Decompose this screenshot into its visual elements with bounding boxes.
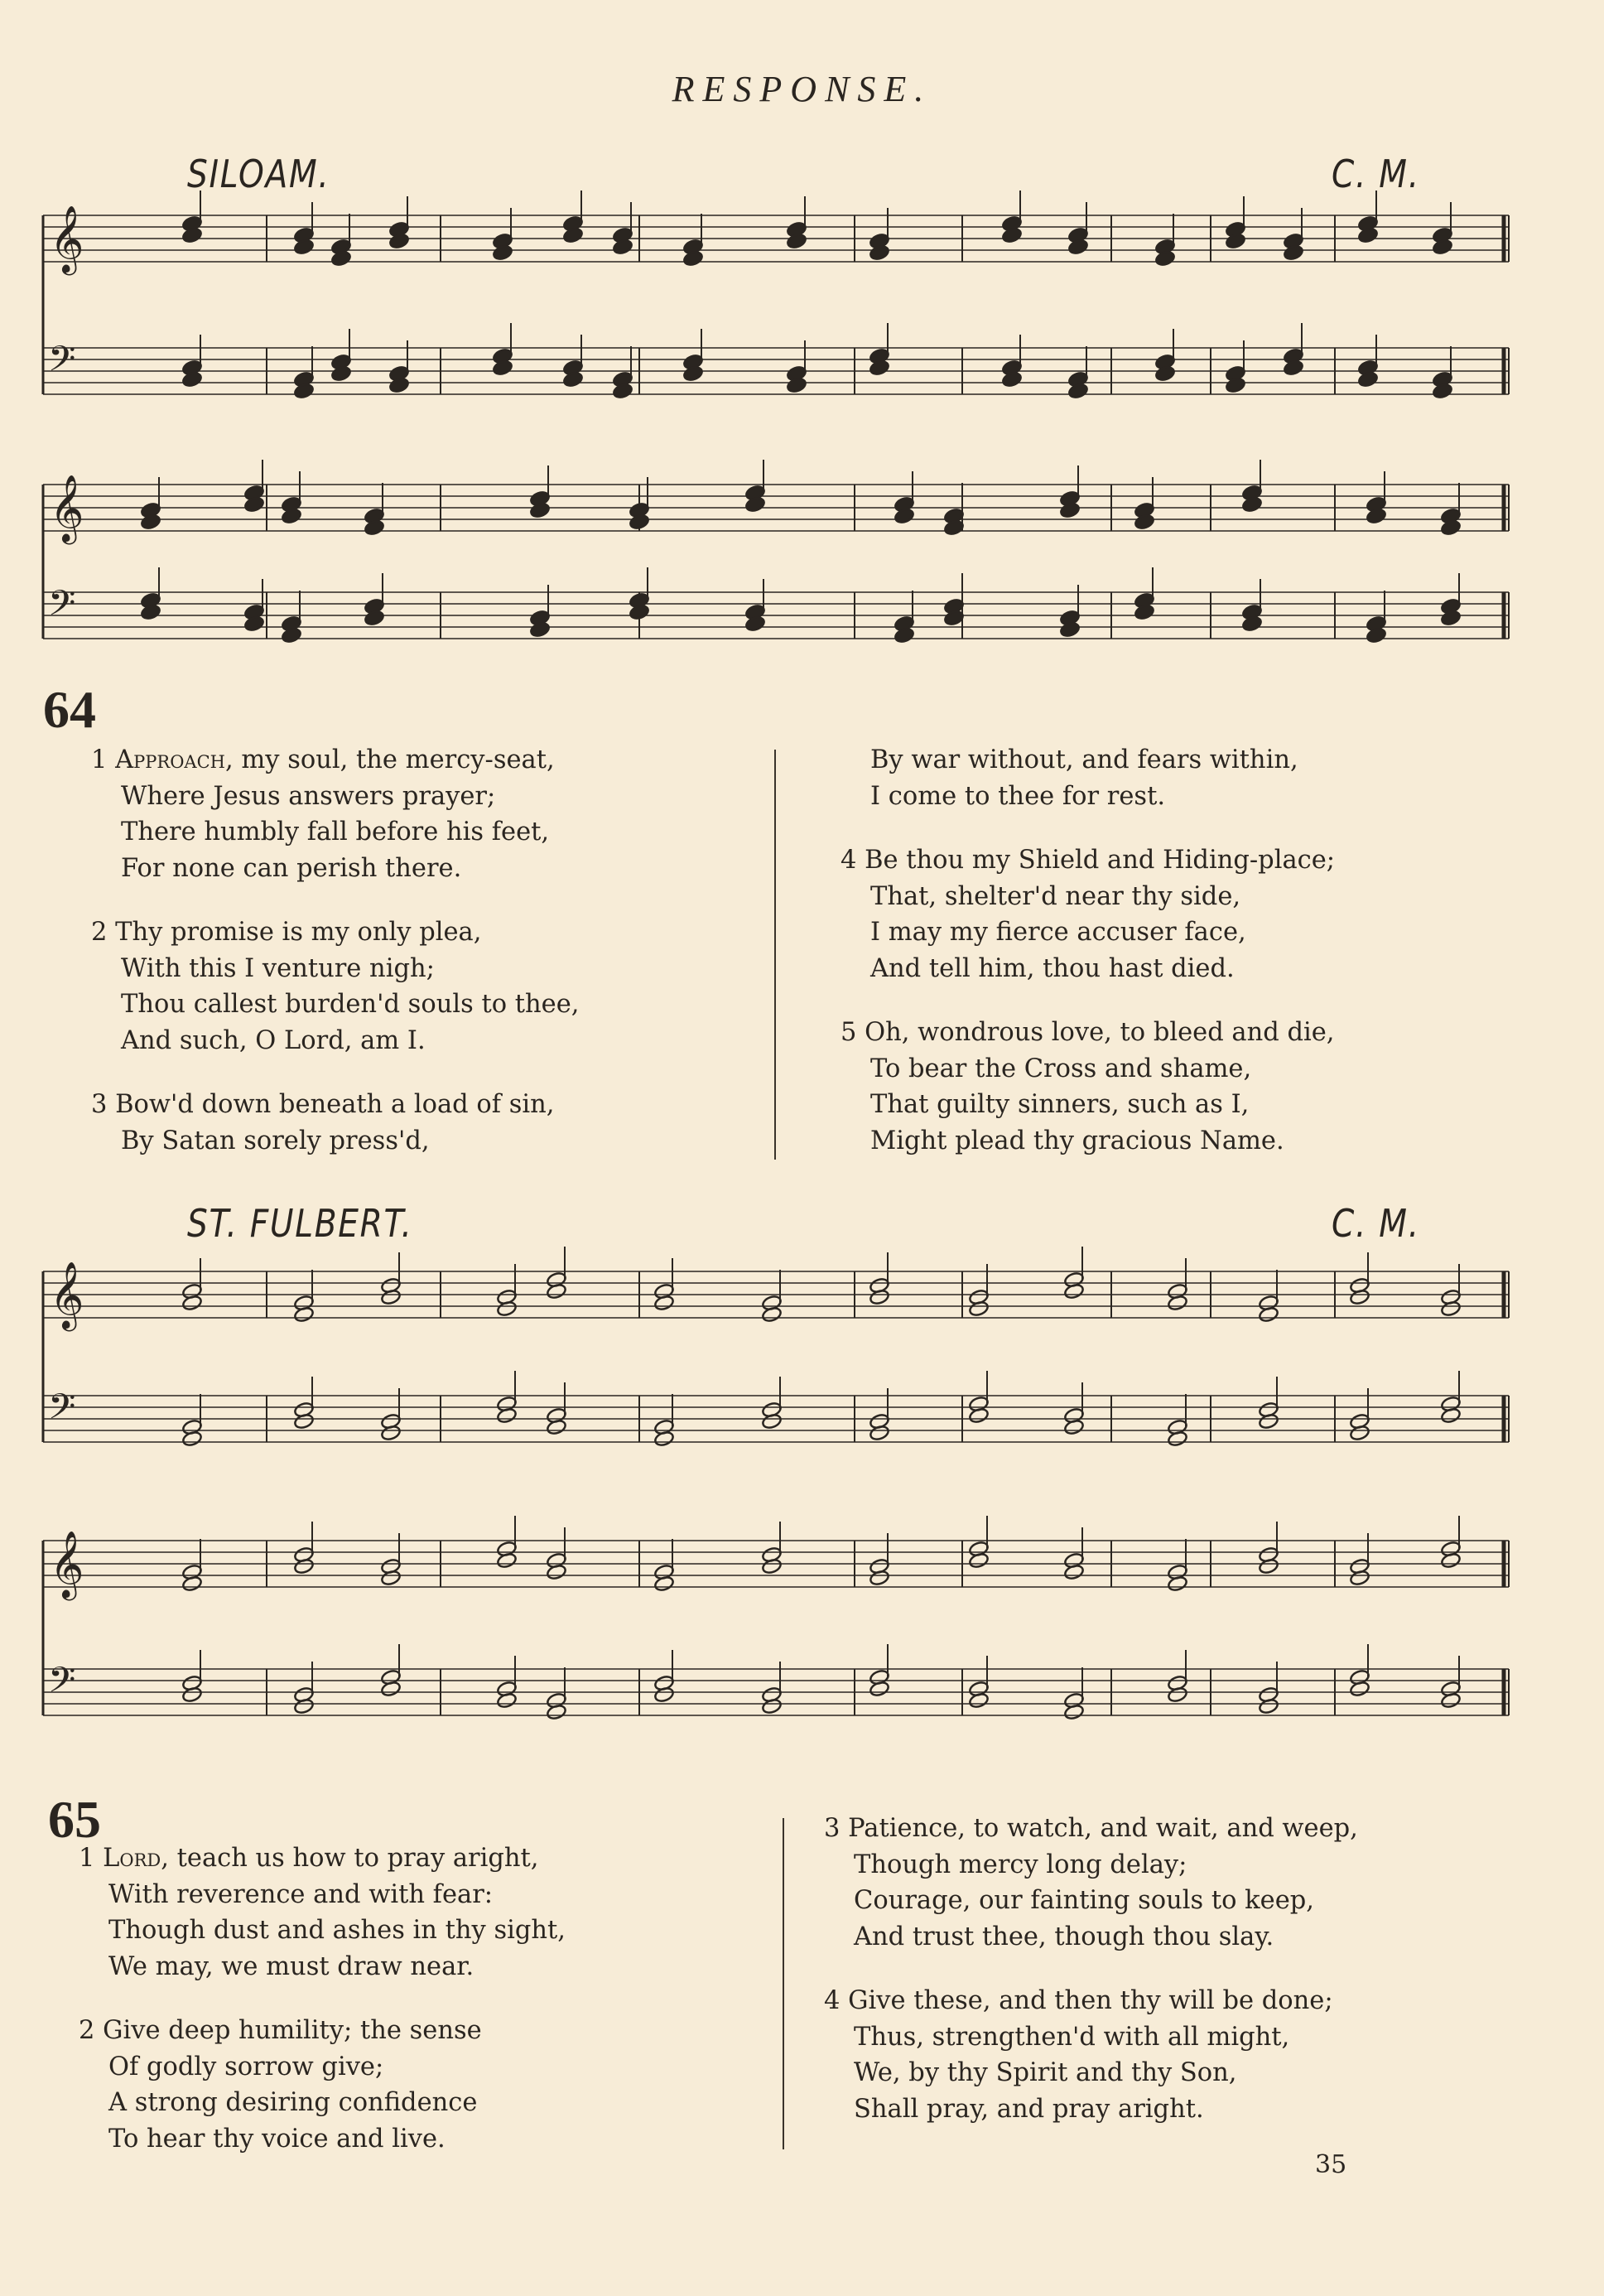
svg-text:𝄢: 𝄢	[48, 1387, 76, 1436]
stanza-text: Thus, strengthen'd with all might,	[854, 2022, 1290, 2052]
stanza-line	[91, 779, 579, 815]
stanza-number: 1	[79, 1844, 104, 1873]
hymn-number-65: 65	[48, 1790, 101, 1849]
stanza-text: With this I venture nigh;	[121, 953, 435, 983]
stanza-line	[79, 1913, 566, 1949]
stanza-line	[91, 1023, 579, 1059]
stanza-text: Be thou my Shield and Hiding-place;	[865, 846, 1336, 875]
stanza-text: And such, O Lord, am I.	[121, 1025, 426, 1055]
stanza-line	[841, 1123, 1335, 1160]
stanza-text: Of godly sorrow give;	[108, 2052, 384, 2081]
stanza-line	[91, 742, 579, 779]
music-system-st-fulbert-2	[43, 1507, 1517, 1781]
page-header: RESPONSE.	[672, 69, 932, 109]
stanza-line	[841, 842, 1335, 879]
stanza-line	[824, 1883, 1358, 1919]
stanza-text: By Satan sorely press'd,	[121, 1126, 430, 1155]
stanza-text: Courage, our fainting souls to keep,	[854, 1886, 1314, 1915]
stanza-line	[79, 2085, 566, 2121]
stanza-line	[79, 1840, 566, 1877]
stanza-text: We, by thy Spirit and thy Son,	[854, 2058, 1237, 2087]
stanza-line	[841, 879, 1335, 915]
stanza-text: I come to thee for rest.	[870, 781, 1166, 811]
stanza-line	[91, 986, 579, 1023]
music-system-st-fulbert-1	[43, 1255, 1517, 1478]
hymn-65-left-column	[79, 1840, 566, 2185]
stanza-number: 3	[824, 1814, 849, 1843]
stanza	[91, 742, 579, 886]
stanza-text: And trust thee, though thou slay.	[854, 1922, 1274, 1951]
stanza-text: That, shelter'd near thy side,	[870, 881, 1241, 911]
stanza-text: I may my fierce accuser face,	[870, 918, 1246, 947]
svg-text:𝄢: 𝄢	[48, 339, 76, 388]
stanza-text: There humbly fall before his feet,	[121, 818, 550, 847]
svg-text:𝄞: 𝄞	[50, 205, 84, 273]
stanza-text: Bow'd down beneath a load of sin,	[115, 1090, 555, 1119]
stanza-number: 4	[824, 1986, 849, 2015]
stanza-number: 4	[841, 846, 865, 875]
tune-name-siloam: SILOAM.	[187, 152, 330, 196]
stanza-line	[841, 779, 1335, 815]
stanza-text: To hear thy voice and live.	[108, 2124, 446, 2154]
column-divider	[783, 1818, 784, 2149]
stanza-line	[824, 1919, 1358, 1956]
stanza-line	[79, 1949, 566, 1985]
stanza-line	[824, 2019, 1358, 2056]
stanza-text: By war without, and fears within,	[870, 745, 1298, 774]
stanza-line	[841, 1051, 1335, 1088]
stanza-line	[79, 2121, 566, 2158]
stanza-text: my soul, the mercy-seat,	[233, 745, 555, 774]
stanza-lead-word: Approach,	[115, 745, 234, 774]
stanza-text: Oh, wondrous love, to bleed and die,	[865, 1018, 1335, 1047]
stanza-line	[79, 2049, 566, 2086]
stanza-line	[824, 2091, 1358, 2128]
tune-meter-st-fulbert: C. M.	[1332, 1201, 1420, 1246]
music-system-siloam-1	[43, 203, 1517, 451]
stanza-line	[91, 1123, 579, 1160]
stanza-text: That guilty sinners, such as I,	[870, 1090, 1250, 1119]
hymn-64-left-column	[91, 742, 579, 1187]
stanza-text: Thou callest burden'd souls to thee,	[121, 990, 580, 1019]
stanza-line	[824, 2055, 1358, 2091]
stanza	[841, 842, 1335, 986]
stanza-text: Patience, to watch, and wait, and weep,	[848, 1814, 1358, 1843]
stanza-text: Shall pray, and pray aright.	[854, 2094, 1204, 2124]
tune-name-st-fulbert: ST. FULBERT.	[187, 1201, 413, 1246]
stanza-line	[841, 742, 1335, 779]
stanza-text: With reverence and with fear:	[108, 1879, 494, 1909]
stanza-line	[841, 1087, 1335, 1123]
stanza-number: 2	[91, 918, 116, 947]
stanza-line	[91, 814, 579, 851]
stanza-text: For none can perish there.	[121, 853, 462, 883]
hymn-64-right-column	[841, 742, 1335, 1187]
stanza-text: And tell him, thou hast died.	[870, 953, 1235, 983]
svg-text:𝄞: 𝄞	[50, 1530, 84, 1598]
svg-text:𝄢: 𝄢	[48, 1660, 76, 1710]
stanza-line	[91, 914, 579, 951]
stanza-line	[91, 1087, 579, 1123]
stanza	[91, 914, 579, 1059]
stanza-text: Give deep humility; the sense	[103, 2016, 482, 2045]
stanza	[841, 1015, 1335, 1159]
stanza-number: 3	[91, 1090, 116, 1119]
hymn-65-right-column	[824, 1811, 1358, 2155]
stanza-line	[79, 2013, 566, 2049]
stanza-text: A strong desiring confidence	[108, 2088, 478, 2117]
tune-meter-siloam: C. M.	[1332, 152, 1420, 196]
stanza-text: Might plead thy gracious Name.	[870, 1126, 1284, 1155]
stanza-text: Though mercy long delay;	[854, 1850, 1187, 1879]
stanza	[91, 1087, 579, 1159]
stanza-lead-word: Lord,	[103, 1844, 169, 1873]
music-system-siloam-2	[43, 472, 1517, 687]
stanza	[824, 1983, 1358, 2127]
stanza-line	[79, 1877, 566, 1913]
stanza-line	[841, 951, 1335, 987]
stanza-line	[841, 914, 1335, 951]
stanza-text: We may, we must draw near.	[108, 1951, 474, 1981]
stanza-line	[824, 1811, 1358, 1847]
stanza-text: Where Jesus answers prayer;	[121, 781, 496, 811]
stanza-line	[91, 851, 579, 887]
stanza-text: Give these, and then thy will be done;	[848, 1986, 1333, 2015]
stanza-text: teach us how to pray aright,	[168, 1844, 539, 1873]
svg-text:𝄞: 𝄞	[50, 474, 84, 542]
stanza-line	[824, 1847, 1358, 1884]
stanza	[79, 2013, 566, 2157]
stanza-number: 1	[91, 745, 116, 774]
svg-text:𝄞: 𝄞	[50, 1261, 84, 1329]
stanza-line	[824, 1983, 1358, 2019]
stanza-line	[91, 951, 579, 987]
svg-text:𝄢: 𝄢	[48, 583, 76, 633]
stanza	[79, 1840, 566, 1985]
stanza-text: Thy promise is my only plea,	[115, 918, 482, 947]
stanza	[824, 1811, 1358, 1955]
column-divider	[774, 750, 776, 1160]
page-number: 35	[1315, 2150, 1347, 2179]
stanza-text: Though dust and ashes in thy sight,	[108, 1916, 566, 1945]
stanza-line	[841, 1015, 1335, 1051]
hymn-number-64: 64	[43, 680, 96, 739]
stanza-text: To bear the Cross and shame,	[870, 1054, 1252, 1083]
stanza	[841, 742, 1335, 814]
stanza-number: 5	[841, 1018, 865, 1047]
stanza-number: 2	[79, 2016, 104, 2045]
